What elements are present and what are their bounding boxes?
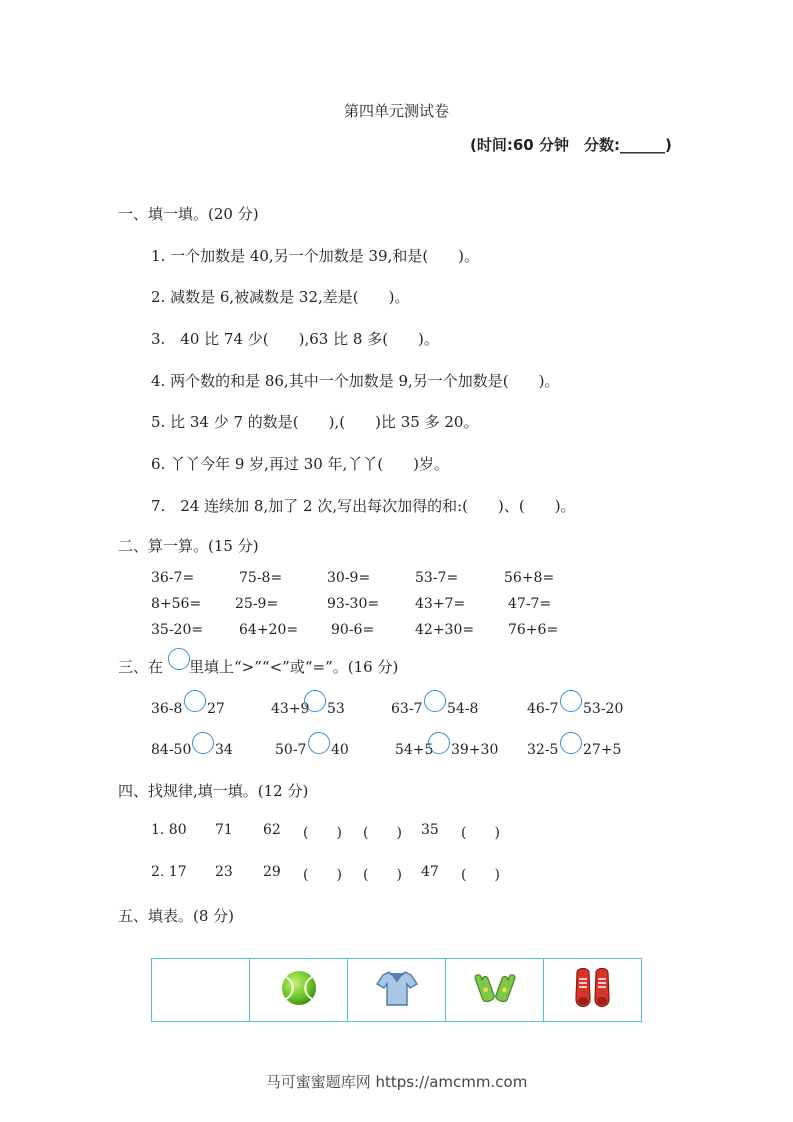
compare-right: 54-8 xyxy=(447,701,479,717)
compare-left: 32-5 xyxy=(527,742,559,758)
compare-left: 54+5 xyxy=(395,742,434,758)
calc-item: 8+56= xyxy=(151,596,202,612)
question-1-4: 4. 两个数的和是 86,其中一个加数是 9,另一个加数是( )。 xyxy=(151,372,560,390)
compare-left: 50-7 xyxy=(275,742,307,758)
compare-right: 27+5 xyxy=(583,742,622,758)
pattern-item: 47 xyxy=(421,864,439,880)
compare-circle-icon[interactable] xyxy=(428,732,450,754)
compare-right: 53 xyxy=(327,701,345,717)
gloves-icon xyxy=(471,968,519,1008)
question-1-6: 6. 丫丫今年 9 岁,再过 30 年,丫丫( )岁。 xyxy=(151,455,450,473)
table-header-cell[interactable] xyxy=(152,959,250,1022)
section-5-heading: 五、填表。(8 分) xyxy=(118,907,235,925)
section-4-heading: 四、找规律,填一填。(12 分) xyxy=(118,782,309,800)
compare-circle-icon[interactable] xyxy=(308,732,330,754)
calc-item: 35-20= xyxy=(151,622,204,638)
compare-right: 40 xyxy=(331,742,349,758)
tshirt-icon xyxy=(375,968,419,1008)
table-cell-tennis-ball xyxy=(250,959,348,1022)
compare-right: 27 xyxy=(207,701,225,717)
calc-item: 90-6= xyxy=(331,622,375,638)
calc-item: 30-9= xyxy=(327,570,371,586)
question-1-1: 1. 一个加数是 40,另一个加数是 39,和是( )。 xyxy=(151,247,480,265)
time-score-line: (时间:60 分钟 分数:______) xyxy=(470,136,672,154)
section-3-heading-post: 里填上“>”“<”或“=”。(16 分) xyxy=(189,658,399,676)
table-cell-tshirt xyxy=(348,959,446,1022)
pattern-blank: ( ) xyxy=(363,825,402,841)
compare-right: 53-20 xyxy=(583,701,624,717)
section-3-heading xyxy=(118,656,398,677)
table-cell-gloves xyxy=(446,959,544,1022)
compare-left: 43+9 xyxy=(271,701,310,717)
pattern-item: 62 xyxy=(263,822,281,838)
compare-left: 84-50 xyxy=(151,742,192,758)
calc-item: 53-7= xyxy=(415,570,459,586)
page-title: 第四单元测试卷 xyxy=(343,102,449,120)
pattern-blank: ( ) xyxy=(363,867,402,883)
fill-table xyxy=(151,958,642,1022)
pattern-item: 71 xyxy=(215,822,233,838)
calc-item: 75-8= xyxy=(239,570,283,586)
calc-item: 25-9= xyxy=(235,596,279,612)
tennis-ball-icon xyxy=(279,968,319,1008)
sneakers-icon xyxy=(571,965,615,1011)
footer-watermark: 马可蜜蜜题库网 https://amcmm.com xyxy=(265,1073,528,1091)
compare-circle-icon xyxy=(168,648,190,670)
compare-circle-icon[interactable] xyxy=(424,690,446,712)
pattern-item: 23 xyxy=(215,864,233,880)
section-2-heading: 二、算一算。(15 分) xyxy=(118,537,259,555)
compare-circle-icon[interactable] xyxy=(192,732,214,754)
compare-left: 46-7 xyxy=(527,701,559,717)
calc-item: 36-7= xyxy=(151,570,195,586)
pattern-item: 2. 17 xyxy=(151,864,187,880)
compare-circle-icon[interactable] xyxy=(560,690,582,712)
compare-left: 36-8 xyxy=(151,701,183,717)
compare-left: 63-7 xyxy=(391,701,423,717)
section-3-heading-pre: 三、在 xyxy=(118,658,164,676)
question-1-3: 3. 40 比 74 少( ),63 比 8 多( )。 xyxy=(151,330,439,348)
compare-circle-icon[interactable] xyxy=(184,690,206,712)
calc-item: 76+6= xyxy=(508,622,559,638)
pattern-blank: ( ) xyxy=(461,825,500,841)
question-1-2: 2. 减数是 6,被减数是 32,差是( )。 xyxy=(151,288,410,306)
compare-circle-icon[interactable] xyxy=(304,690,326,712)
question-1-5: 5. 比 34 少 7 的数是( ),( )比 35 多 20。 xyxy=(151,413,479,431)
calc-item: 42+30= xyxy=(415,622,475,638)
calc-item: 56+8= xyxy=(504,570,555,586)
section-1-heading: 一、填一填。(20 分) xyxy=(118,205,259,223)
question-1-7: 7. 24 连续加 8,加了 2 次,写出每次加得的和:( )、( )。 xyxy=(151,497,576,515)
compare-right: 34 xyxy=(215,742,233,758)
calc-item: 43+7= xyxy=(415,596,466,612)
pattern-blank: ( ) xyxy=(303,867,342,883)
compare-circle-icon[interactable] xyxy=(560,732,582,754)
table-cell-sneakers xyxy=(544,959,642,1022)
calc-item: 47-7= xyxy=(508,596,552,612)
pattern-item: 35 xyxy=(421,822,439,838)
pattern-item: 1. 80 xyxy=(151,822,187,838)
pattern-item: 29 xyxy=(263,864,281,880)
pattern-blank: ( ) xyxy=(461,867,500,883)
compare-right: 39+30 xyxy=(451,742,499,758)
pattern-blank: ( ) xyxy=(303,825,342,841)
calc-item: 64+20= xyxy=(239,622,299,638)
calc-item: 93-30= xyxy=(327,596,380,612)
